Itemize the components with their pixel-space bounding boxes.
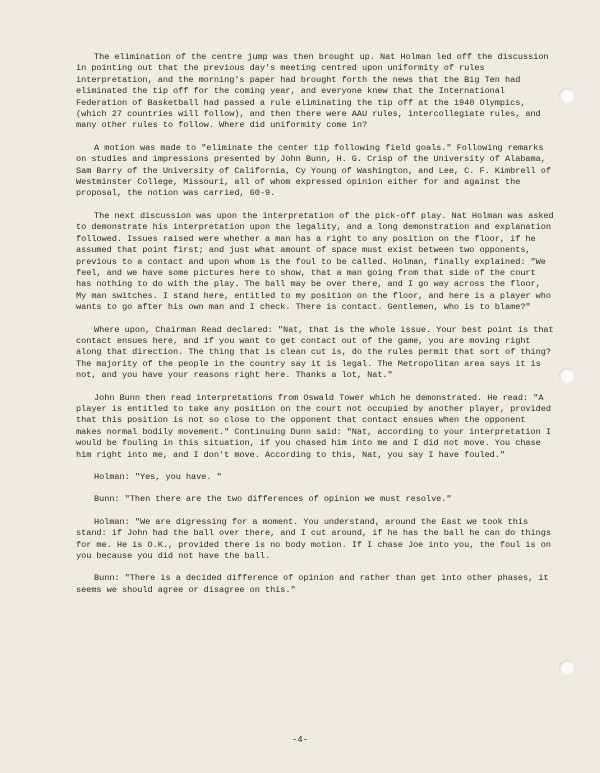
paragraph: Holman: "Yes, you have. ": [94, 472, 222, 482]
punch-hole: [559, 660, 574, 675]
page-number: -4-: [291, 735, 309, 745]
paragraph: John Bunn then read interpretations from Oswald Tower which he demonstrated. He read: "A player is entitled to take any position on the court not occupied by another player, provided that this position is not so close to the opponent that contact ensues when the opponent makes normal bodily movement." Continuing Dunn said: "Nat, according to your interpretation I would be fouling in this situation, if you chased him into me and I did not move. You chase him right into me, and I don't move. According to this, Nat, you say I have fouled.": [76, 392, 551, 460]
paragraph: Bunn: "There is a decided difference of opinion and rather than get into other phases, it seems we should agree or disagree on this.": [76, 573, 549, 595]
paragraph: The next discussion was upon the interpretation of the pick-off play. Nat Holman was asked to demonstrate his interpretation upon the legality, and a long demonstration and explanation followed. Issues raised were whether a man has a right to any position on the floor, if he assumed that point first; and just what amount of space must exist between two opponents, previous to a contact and upon whom is the foul to be called. Holman, finally explained: "We feel, and we have some pictures here to show, that a man going from that side of the court has nothing to do with the play. The ball may be over there, and I go way across the floor, My man switches. I stand here, entitled to my position on the floor, and here is a player who wants to go after his own man and I check. There is contact. Gentlemen, who is to blame?": [76, 210, 554, 313]
punch-hole: [559, 88, 574, 103]
paragraph: Where upon, Chairman Read declared: "Nat, that is the whole issue. Your best point is that contact ensues here, and if you want to get contact out of the game, you are moving right along that direction. The thing that is clean cut is, do the rules permit that sort of thing? The majority of the people in the country say it is legal. The Metropolitan area says it is not, and you have your reasons right here. Thanks a lot, Nat.": [76, 324, 554, 381]
paragraph: A motion was made to "eliminate the center tip following field goals." Following remarks on studies and impressions presented by John Bunn, H. G. Crisp of the University of Alabama, Sam Barry of the University of California, Cy Young of Washington, and Lee, C. F. Kimbrell of Westminster College, Missouri, all of whom expressed opinion either for and against the proposal, the notion was carried, 60-9.: [76, 142, 551, 199]
paragraph: The elimination of the centre jump was then brought up. Nat Holman led off the discussion in pointing out that the previous day's meeting centred upon uniformity of rules interpretation, and the morning's paper had brought forth the news that the Big Ten had eliminated the tip off for the coming year, and everyone knew that the International Federation of Basketball had passed a rule eliminating the tip off at the 1940 Olympics, (which 27 countries will follow), and then there were AAU rules, intercollegiate rules, and many other rules to follow. Where did uniformity come in?: [76, 52, 549, 131]
paragraph: Bunn: "Then there are the two differences of opinion we must resolve.": [94, 494, 452, 505]
body-text: [76, 52, 554, 607]
paragraph: Holman: "We are digressing for a moment. You understand, around the East we took this stand: if John had the ball over there, and I cut around, if he has the ball he can do things for me. He is O.K., provided there is no body motion. If I chase Joe into you, the foul is on you because you did not have the ball.: [76, 516, 551, 562]
punch-hole: [559, 368, 574, 383]
